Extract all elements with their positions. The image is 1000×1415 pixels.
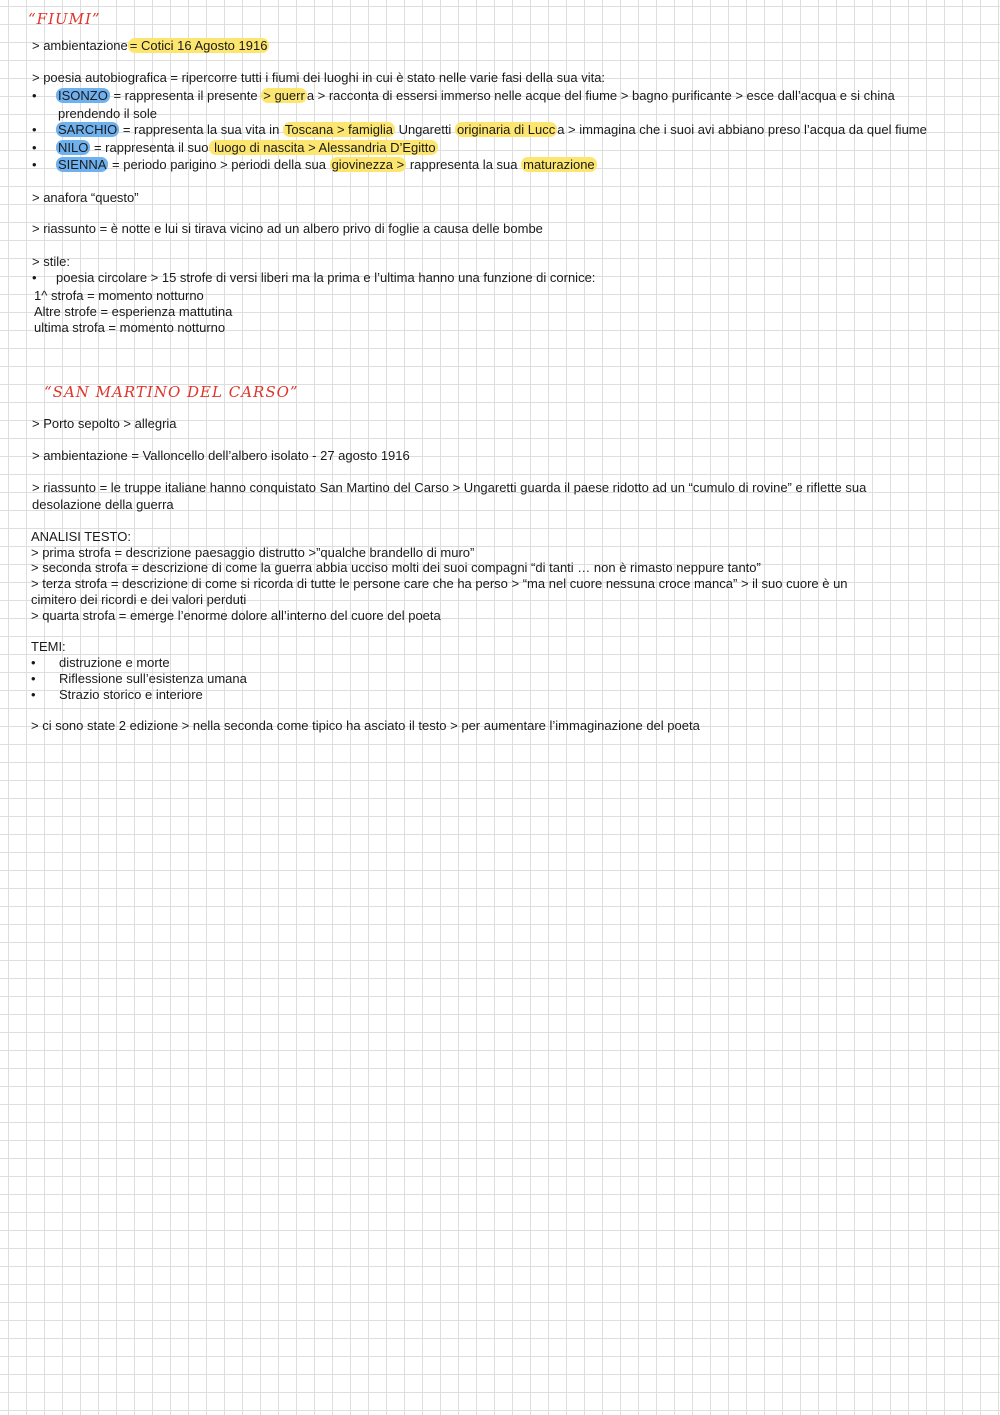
- sarchio-text-1: = rappresenta la sua vita in: [119, 122, 283, 137]
- sienna-text-2: rappresenta la sua: [406, 157, 522, 172]
- fiumi-ambientazione: [32, 38, 269, 54]
- river-name-sarchio: SARCHIO: [58, 122, 118, 137]
- bullet-icon: •: [31, 655, 36, 670]
- sm-analisi-1: > prima strofa = descrizione paesaggio distrutto >”qualche brandello di muro”: [31, 545, 475, 560]
- sm-analisi-3b: cimitero dei ricordi e dei valori perduti: [31, 592, 247, 607]
- bullet-icon: •: [32, 88, 37, 103]
- sm-tema-item: [31, 671, 247, 687]
- fiumi-bullet-isonzo: [32, 88, 895, 104]
- bullet-icon: •: [32, 122, 37, 137]
- sarchio-highlight-2: originaria di Lucc: [456, 122, 556, 137]
- sienna-text-1: = periodo parigino > periodi della sua: [108, 157, 330, 172]
- bullet-icon: •: [31, 671, 36, 686]
- fiumi-isonzo-continuation: prendendo il sole: [58, 106, 158, 121]
- sarchio-highlight-1: Toscana > famiglia: [284, 122, 393, 137]
- isonzo-text-2: a > racconta di essersi immerso nelle acque del fiume > bagno purificante > esce dall’acqua e si china: [306, 88, 895, 103]
- sm-temi-title: TEMI:: [31, 639, 66, 654]
- sm-riassunto-1: > riassunto = le truppe italiane hanno conquistato San Martino del Carso > Ungaretti guarda il paese ridotto ad un “cumulo di rovine” e riflette sua: [32, 480, 867, 495]
- sienna-highlight-1: giovinezza >: [331, 157, 405, 172]
- sm-edizioni: > ci sono state 2 edizione > nella seconda come tipico ha asciato il testo > per aumentare l’immaginazione del poeta: [31, 718, 700, 733]
- river-name-sienna: SIENNA: [58, 157, 107, 172]
- stile-bullet-text: poesia circolare > 15 strofe di versi liberi ma la prima e l’ultima hanno una funzione di cornice:: [56, 270, 596, 285]
- fiumi-riassunto: > riassunto = è notte e lui si tirava vicino ad un albero privo di foglie a causa delle bombe: [32, 221, 543, 236]
- fiumi-strofa-ultima: ultima strofa = momento notturno: [34, 320, 226, 335]
- sm-riassunto-2: desolazione della guerra: [32, 497, 174, 512]
- river-name-isonzo: ISONZO: [58, 88, 108, 103]
- section-title-san-martino: “SAN MARTINO DEL CARSO”: [44, 383, 299, 401]
- sienna-highlight-2: maturazione: [523, 157, 595, 172]
- bullet-icon: •: [31, 687, 36, 702]
- sm-tema-item: [31, 687, 203, 703]
- river-name-nilo: NILO: [58, 140, 89, 155]
- fiumi-bullet-nilo: [32, 140, 438, 156]
- fiumi-stile-bullet: [32, 270, 595, 286]
- sm-porto-sepolto: > Porto sepolto > allegria: [32, 416, 177, 431]
- isonzo-text-1: = rappresenta il presente: [109, 88, 262, 103]
- fiumi-bullet-sarchio: [32, 122, 927, 138]
- fiumi-stile: > stile:: [32, 254, 70, 269]
- tema-text: Riflessione sull’esistenza umana: [59, 671, 247, 686]
- sarchio-text-3: a > immagina che i suoi avi abbiano preso l’acqua da quel fiume: [557, 122, 927, 137]
- bullet-icon: •: [32, 157, 37, 172]
- tema-text: Strazio storico e interiore: [59, 687, 203, 702]
- sm-analisi-title: ANALISI TESTO:: [31, 529, 131, 544]
- fiumi-poesia-autobiografica: > poesia autobiografica = ripercorre tutti i fiumi dei luoghi in cui è stato nelle varie fasi della sua vita:: [32, 70, 606, 85]
- ambientazione-label: > ambientazione: [32, 38, 128, 53]
- section-title-fiumi: “FIUMI”: [28, 10, 101, 28]
- sm-analisi-3a: > terza strofa = descrizione di come si ricorda di tutte le persone care che ha perso > “ma nel cuore nessuna croce manca” > il suo cuore è un: [31, 576, 848, 591]
- fiumi-anafora: > anafora “questo”: [32, 190, 139, 205]
- bullet-icon: •: [32, 270, 37, 285]
- fiumi-strofa-altre: Altre strofe = esperienza mattutina: [34, 304, 233, 319]
- fiumi-strofa-1: 1^ strofa = momento notturno: [34, 288, 204, 303]
- isonzo-highlight: > guerr: [263, 88, 305, 103]
- ambientazione-highlight: = Cotici 16 Agosto 1916: [129, 38, 268, 53]
- bullet-icon: •: [32, 140, 37, 155]
- sm-tema-item: [31, 655, 170, 671]
- sm-analisi-4: > quarta strofa = emerge l’enorme dolore all’interno del cuore del poeta: [31, 608, 441, 623]
- nilo-highlight: luogo di nascita > Alessandria D’Egitto: [210, 140, 436, 155]
- tema-text: distruzione e morte: [59, 655, 170, 670]
- sm-ambientazione: > ambientazione = Valloncello dell’albero isolato - 27 agosto 1916: [32, 448, 410, 463]
- nilo-text-1: = rappresenta il suo: [90, 140, 209, 155]
- sarchio-text-2: Ungaretti: [394, 122, 455, 137]
- fiumi-bullet-sienna: [32, 157, 597, 173]
- sm-analisi-2: > seconda strofa = descrizione di come la guerra abbia ucciso molti dei suoi compagni “di tanti … non è rimasto neppure tanto”: [31, 560, 761, 575]
